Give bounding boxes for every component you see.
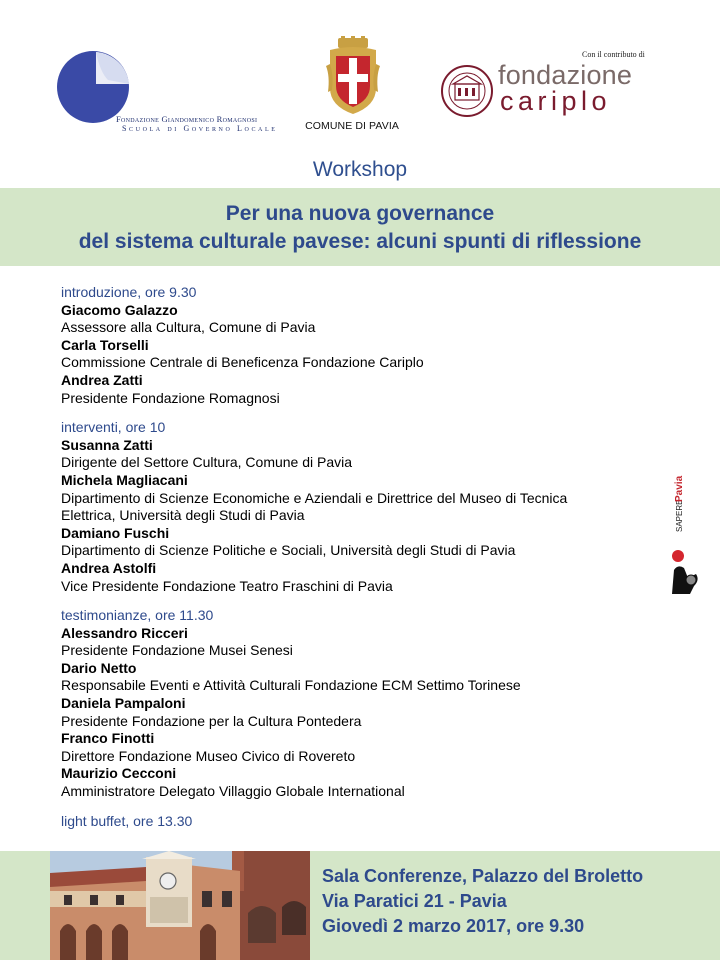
romagnosi-logo bbox=[54, 48, 278, 138]
speaker-role: Dirigente del Settore Cultura, Comune di Pavia bbox=[61, 454, 353, 471]
section-introduzione bbox=[61, 284, 661, 407]
speaker-name: Daniela Pampaloni bbox=[61, 695, 186, 712]
speaker-role: Dipartimento di Scienze Economiche e Aziendali e Direttrice del Museo di Tecnica bbox=[61, 489, 568, 506]
section-testimonianze bbox=[61, 607, 661, 801]
speaker-name: Alessandro Ricceri bbox=[61, 624, 188, 641]
speaker-name: Carla Torselli bbox=[61, 336, 149, 353]
speaker-name: Giacomo Galazzo bbox=[61, 301, 178, 318]
pavia-coat-of-arms-icon bbox=[324, 36, 382, 116]
speaker-name: Franco Finotti bbox=[61, 730, 155, 747]
romagnosi-subtitle: Scuola di Governo Locale bbox=[122, 124, 278, 133]
romagnosi-name: Fondazione Giandomenico Romagnosi bbox=[116, 114, 258, 124]
venue-name: Sala Conferenze, Palazzo del Broletto bbox=[322, 866, 644, 886]
event-date: Giovedì 2 marzo 2017, ore 9.30 bbox=[322, 916, 585, 936]
section-heading: interventi, ore 10 bbox=[61, 419, 166, 436]
speaker-name: Michela Magliacani bbox=[61, 471, 188, 488]
speaker-role: Responsabile Eventi e Attività Culturali Fondazione ECM Settimo Torinese bbox=[61, 677, 521, 694]
palazzo-broletto-photo bbox=[50, 851, 310, 960]
program bbox=[61, 284, 661, 830]
blue-circle-logo-icon bbox=[56, 50, 130, 124]
speaker-role: Commissione Centrale di Beneficenza Fondazione Cariplo bbox=[61, 354, 424, 371]
comune-pavia-label: COMUNE DI PAVIA bbox=[305, 120, 399, 132]
section-interventi bbox=[61, 419, 661, 595]
speaker-name: Dario Netto bbox=[61, 659, 137, 676]
title-band bbox=[0, 188, 720, 266]
title-line-1: Per una nuova governance bbox=[225, 202, 495, 225]
speaker-name: Andrea Zatti bbox=[61, 371, 143, 388]
speaker-name: Maurizio Cecconi bbox=[61, 765, 177, 782]
footer-band bbox=[0, 851, 720, 960]
speaker-role: Presidente Fondazione Romagnosi bbox=[61, 389, 280, 406]
speaker-name: Susanna Zatti bbox=[61, 436, 153, 453]
sapere-pavia-logo-icon bbox=[668, 470, 702, 596]
section-heading: introduzione, ore 9.30 bbox=[61, 284, 197, 300]
speaker-role-continued: Elettrica, Università degli Studi di Pavia bbox=[61, 507, 305, 524]
speaker-role: Presidente Fondazione per la Cultura Pontedera bbox=[61, 712, 362, 729]
cariplo-seal-icon bbox=[440, 64, 494, 118]
title-line-2: del sistema culturale pavese: alcuni spunti di riflessione bbox=[78, 230, 642, 253]
fondazione-cariplo-logo bbox=[436, 48, 666, 128]
cariplo-word-fondazione: fondazione bbox=[498, 60, 633, 90]
speaker-role: Vice Presidente Fondazione Teatro Fraschini di Pavia bbox=[61, 577, 393, 594]
speaker-role: Presidente Fondazione Musei Senesi bbox=[61, 642, 293, 659]
pavia-text: Pavia bbox=[674, 475, 685, 502]
section-heading: testimonianze, ore 11.30 bbox=[61, 607, 214, 624]
speaker-role: Dipartimento di Scienze Politiche e Sociali, Università degli Studi di Pavia bbox=[61, 542, 516, 559]
buffet-heading: light buffet, ore 13.30 bbox=[61, 812, 193, 829]
workshop-label: Workshop bbox=[312, 158, 408, 181]
cariplo-word-cariplo: cariplo bbox=[500, 86, 612, 116]
speaker-role: Assessore alla Cultura, Comune di Pavia bbox=[61, 319, 316, 336]
speaker-role: Amministratore Delegato Villaggio Globale International bbox=[61, 783, 405, 800]
speaker-name: Damiano Fuschi bbox=[61, 524, 170, 541]
contribution-label: Con il contributo di bbox=[582, 50, 645, 59]
comune-pavia-logo bbox=[300, 36, 410, 138]
sapere-text: SAPERE bbox=[675, 499, 684, 532]
speaker-role: Direttore Fondazione Museo Civico di Rovereto bbox=[61, 747, 356, 764]
venue-address: Via Paratici 21 - Pavia bbox=[322, 891, 507, 911]
speaker-name: Andrea Astolfi bbox=[61, 559, 157, 576]
